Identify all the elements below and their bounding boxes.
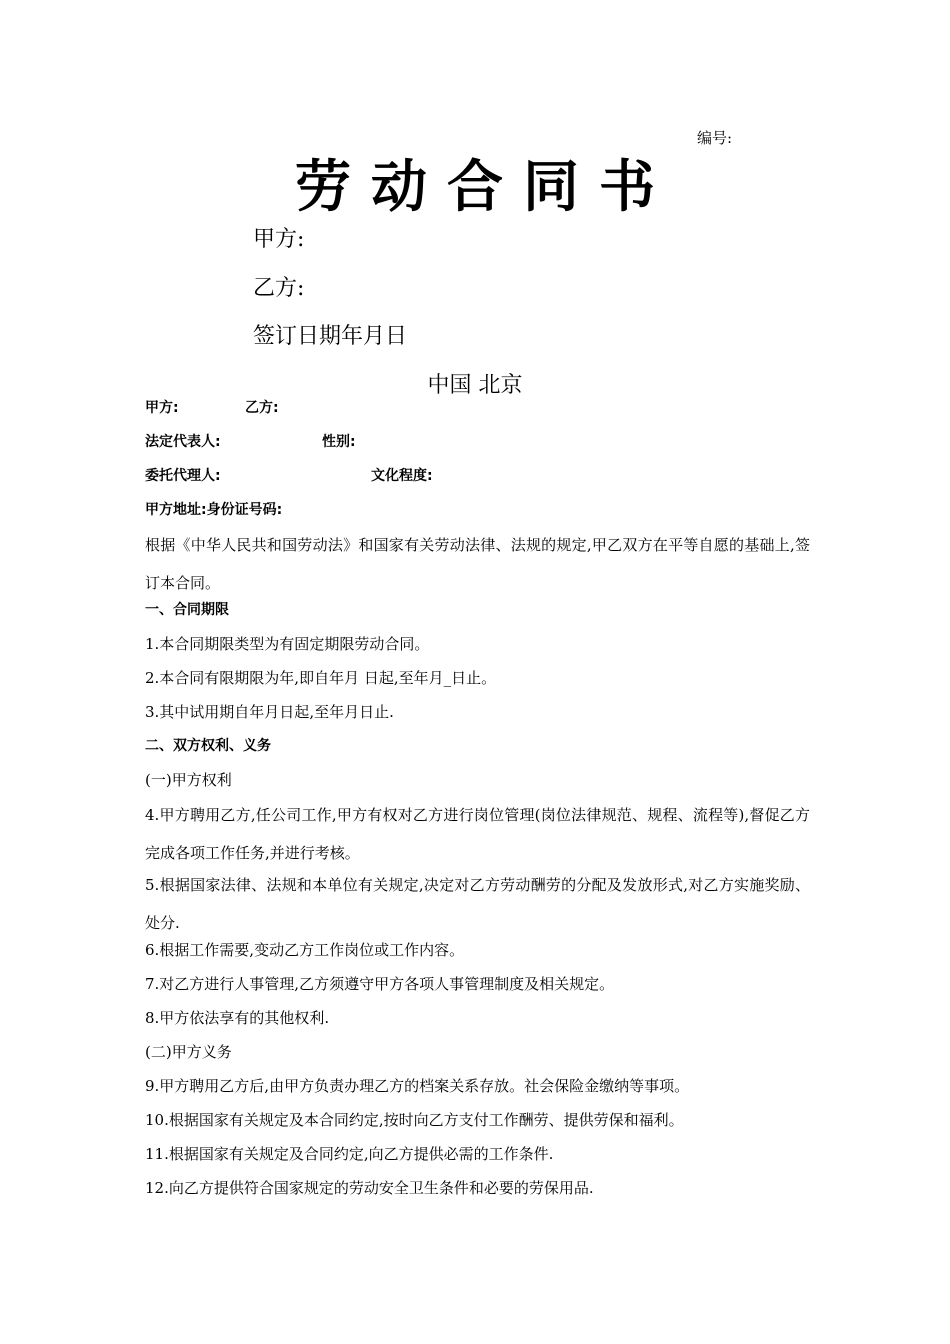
cover-place: 中国 北京 [427,373,523,398]
cover-party-b: 乙方: [253,276,305,301]
legal-rep-label: 法定代表人: [145,434,221,450]
parties-row-4 [145,498,810,532]
cover-sign-date: 签订日期年月日 [253,324,408,349]
clause-item: 3.其中试用期自年月日起,至年月日止. [145,703,394,721]
document-title: 劳动合同书 [295,155,675,220]
intro-paragraph: 根据《中华人民共和国劳动法》和国家有关劳动法律、法规的规定,甲乙双方在平等自愿的基础上,签订本合同。 [145,536,810,592]
subsection-heading: (一)甲方权利 [145,771,232,789]
clause-item: 11.根据国家有关规定及合同约定,向乙方提供必需的工作条件. [145,1145,554,1163]
contract-body [145,396,810,1210]
parties-row-1 [145,396,810,430]
section-2-heading: 二、双方权利、义务 [145,738,271,754]
clause-item: 10.根据国家有关规定及本合同约定,按时向乙方支付工作酬劳、提供劳保和福利。 [145,1111,684,1129]
parties-row-2 [145,430,810,464]
cover-party-a: 甲方: [253,227,305,252]
parties-row-3 [145,464,810,498]
clause-item: 2.本合同有限期限为年,即自年月 日起,至年月_日止。 [145,669,497,687]
clause-item: 9.甲方聘用乙方后,由甲方负责办理乙方的档案关系存放。社会保险金缴纳等事项。 [145,1077,690,1095]
party-a-label: 甲方: [145,400,179,416]
clause-item: 1.本合同期限类型为有固定期限劳动合同。 [145,635,430,653]
section-1-heading: 一、合同期限 [145,602,229,618]
clause-item: 12.向乙方提供符合国家规定的劳动安全卫生条件和必要的劳保用品. [145,1179,594,1197]
serial-number-label: 编号: [697,129,733,147]
clause-item: 6.根据工作需要,变动乙方工作岗位或工作内容。 [145,941,465,959]
party-b-label: 乙方: [245,400,279,416]
clause-item: 8.甲方依法享有的其他权利. [145,1009,330,1027]
gender-label: 性别: [322,434,356,450]
clause-item: 4.甲方聘用乙方,任公司工作,甲方有权对乙方进行岗位管理(岗位法律规范、规程、流程等),督促乙方完成各项工作任务,并进行考核。 [145,806,810,862]
education-label: 文化程度: [371,468,433,484]
agent-label: 委托代理人: [145,468,221,484]
clause-item: 5.根据国家法律、法规和本单位有关规定,决定对乙方劳动酬劳的分配及发放形式,对乙方实施奖励、处分. [145,876,810,932]
address-id-label: 甲方地址:身份证号码: [145,502,283,518]
clause-item: 7.对乙方进行人事管理,乙方须遵守甲方各项人事管理制度及相关规定。 [145,975,615,993]
subsection-heading: (二)甲方义务 [145,1043,232,1061]
